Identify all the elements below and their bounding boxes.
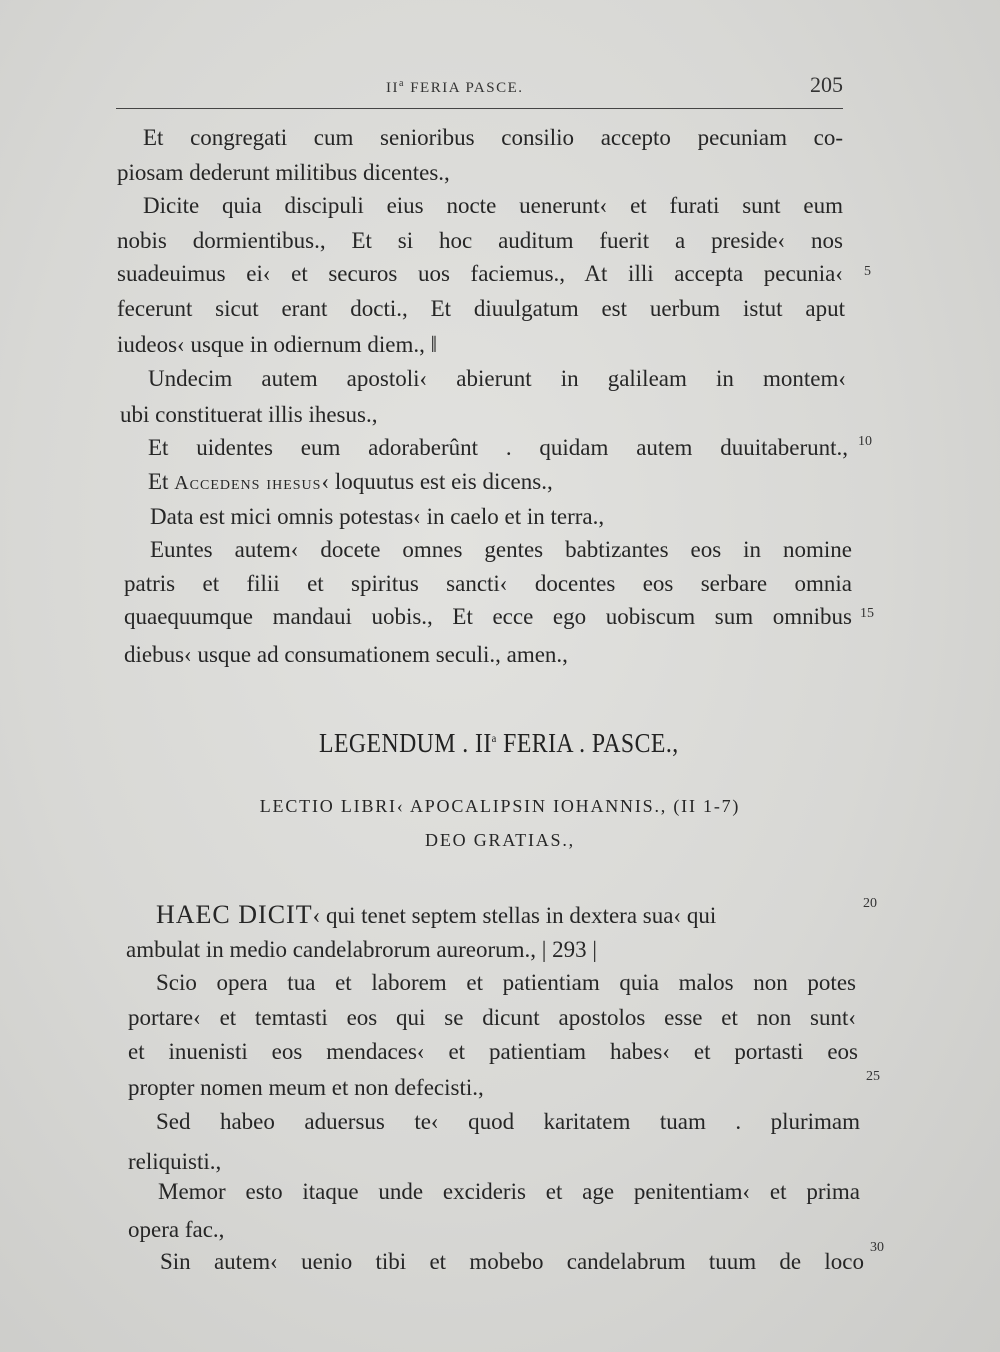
text-line: Euntes autem‹ docete omnes gentes babtizantes eos in nomine [150, 537, 852, 562]
text-line: Data est mici omnis potestas‹ in caelo et in terra., [150, 504, 605, 529]
reading-lead: HAEC DICIT [156, 900, 313, 929]
line-number: 30 [870, 1240, 884, 1255]
text-line: portare‹ et temtasti eos qui se dicunt apostolos esse et non sunt‹ [128, 1005, 856, 1030]
text-line: fecerunt sicut erant docti., Et diuulgatum est uerbum istut aput [117, 296, 845, 321]
text-line: Sin autem‹ uenio tibi et mobebo candelabrum tuum de loco [160, 1249, 864, 1274]
line-number: 15 [860, 606, 874, 621]
text-line: Et uidentes eum adoraberûnt . quidam autem duuitaberunt., [148, 435, 848, 460]
text-line: Memor esto itaque unde excideris et age penitentiam‹ et prima [158, 1179, 860, 1204]
text-line [148, 470, 553, 493]
text-line: Et congregati cum senioribus consilio accepto pecuniam co- [143, 125, 843, 150]
text-line: propter nomen meum et non defecisti., [128, 1075, 484, 1100]
small-caps-phrase: Accedens ihesus [174, 472, 322, 494]
text-line: ambulat in medio candelabrorum aureorum., | 293 | [126, 937, 597, 962]
text-line: diebus‹ usque ad consumationem seculi., amen., [124, 642, 568, 667]
section-title: LEGENDUM . $II^a$ FERIA . PASCE., [319, 728, 679, 758]
text-line: Scio opera tua et laborem et patientiam quia malos non potes [156, 970, 856, 995]
text-line: et inuenisti eos mendaces‹ et patientiam habes‹ et portasti eos [128, 1039, 858, 1064]
page-number: 205 [810, 72, 843, 97]
reading-first-line: ‹ qui tenet septem stellas in dextera sua‹ qui [312, 903, 717, 928]
line-number: 25 [866, 1069, 880, 1084]
text-line: piosam dederunt militibus dicentes., [117, 160, 450, 185]
text-line: ubi constituerat illis ihesus., [120, 402, 378, 427]
section-subtitle: DEO GRATIAS., [425, 830, 575, 850]
running-title: $II^a$ FERIA PASCE. [386, 78, 524, 96]
line-rest: ‹ loquutus est eis dicens., [321, 469, 553, 494]
line-number: 5 [864, 264, 871, 279]
text-line: patris et filii et spiritus sancti‹ docentes eos serbare omnia [124, 571, 852, 596]
text-line: Dicite quia discipuli eius nocte uenerunt‹ et furati sunt eum [143, 193, 843, 218]
section-subtitle: LECTIO LIBRI‹ APOCALIPSIN IOHANNIS., (II 1-7) [259, 796, 741, 816]
text-line [156, 902, 856, 928]
line-number: 10 [858, 434, 872, 449]
line-number: 20 [863, 896, 877, 911]
text-line: nobis dormientibus., Et si hoc auditum fuerit a preside‹ nos [117, 228, 843, 253]
text-line: reliquisti., [128, 1149, 222, 1174]
text-line: iudeos‹ usque in odiernum diem., ‖ [117, 332, 438, 357]
line-lead: Et [148, 469, 175, 494]
text-line: opera fac., [128, 1217, 225, 1242]
header-rule [116, 108, 843, 109]
text-line: quaequumque mandaui uobis., Et ecce ego uobiscum sum omnibus [124, 604, 852, 629]
text-line: suadeuimus ei‹ et securos uos faciemus., At illi accepta pecunia‹ [117, 261, 843, 286]
text-line: Undecim autem apostoli‹ abierunt in galileam in montem‹ [148, 366, 846, 391]
text-line: Sed habeo aduersus te‹ quod karitatem tuam . plurimam [156, 1109, 860, 1134]
running-header [116, 72, 843, 108]
